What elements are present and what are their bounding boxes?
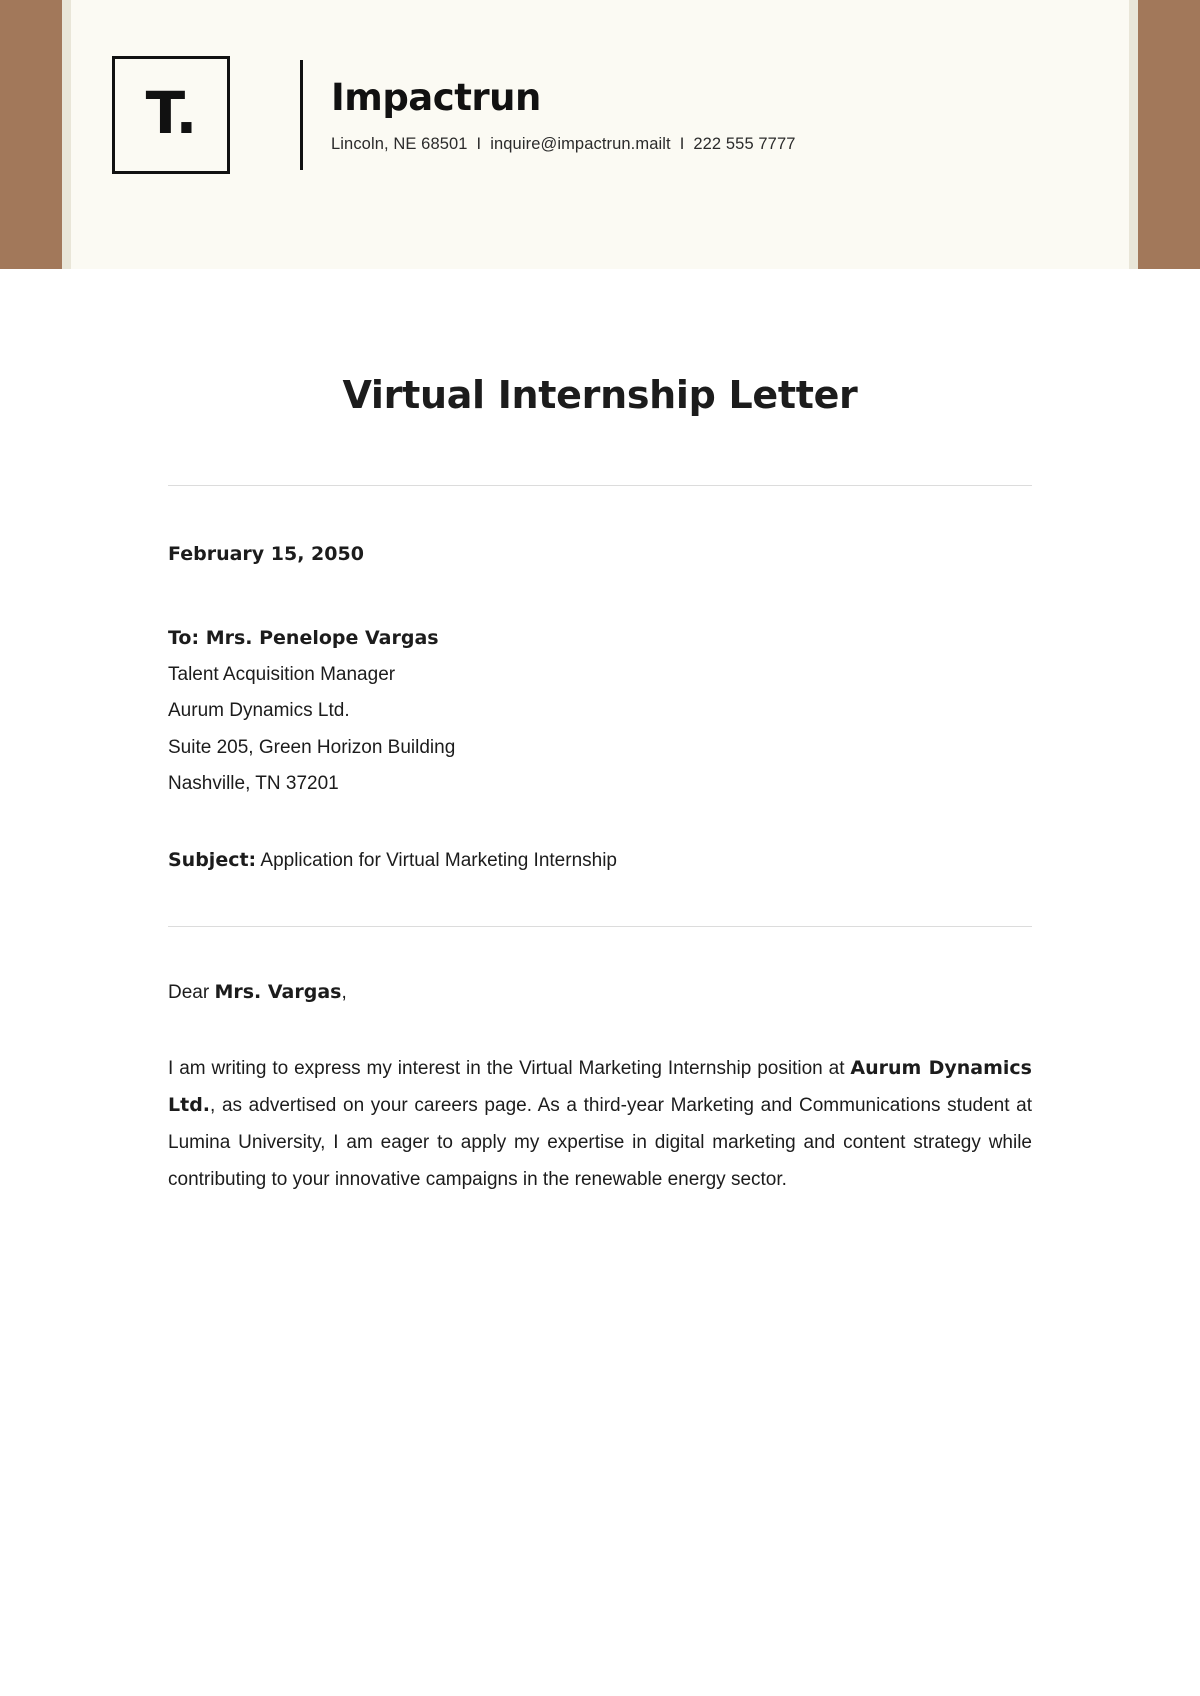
subject-value: Application for Virtual Marketing Internship [260,849,618,871]
brand-monogram-icon: T. [145,79,197,147]
recipient-name: To: Mrs. Penelope Vargas [168,627,439,649]
letter-content [168,545,1032,870]
company-email: inquire@impactrun.mailt [490,134,671,153]
divider-top [168,485,1032,486]
recipient-city-state-zip: Nashville, TN 37201 [168,773,339,794]
divider-middle [168,926,1032,927]
company-phone: 222 555 7777 [693,134,796,153]
paragraph-1-part-2: , as advertised on your careers page. As a third-year Marketing and Communications student at Lumina University, I am eager to apply my expertise in digital marketing and content strategy while contributing to your innovative campaigns in the renewable energy sector. [168,1094,1032,1190]
paragraph-1-part-1: I am writing to express my interest in the Virtual Marketing Internship position at [168,1057,851,1079]
page-title: Virtual Internship Letter [342,373,858,417]
subject-label: Subject: [168,848,257,871]
letter-body [168,980,1032,1198]
subject-line [168,848,1032,871]
letter-date: February 15, 2050 [168,543,364,565]
recipient-street: Suite 205, Green Horizon Building [168,736,456,758]
recipient-job-title: Talent Acquisition Manager [168,663,396,685]
body-paragraph-1 [168,1050,1032,1198]
paragraph-1-company-bold: Aurum Dynamics Ltd. [168,1056,1032,1116]
contact-separator-1: I [476,134,482,153]
salutation-greeting: Dear [168,981,210,1003]
contact-separator-2: I [679,134,685,153]
company-contact-line [331,135,796,154]
company-name: Impactrun [331,76,541,120]
logo-box [112,56,230,174]
salutation-name: Mrs. Vargas [214,980,342,1003]
salutation-punctuation: , [341,981,347,1003]
company-address: Lincoln, NE 68501 [331,134,468,153]
letterhead-band [0,0,1200,269]
recipient-company: Aurum Dynamics Ltd. [168,700,350,721]
recipient-block [168,620,1032,803]
brand-divider [300,60,303,170]
brand-block [112,52,796,178]
letter-sheet [0,269,1200,1198]
salutation [168,980,1032,1003]
brand-text [331,76,796,153]
